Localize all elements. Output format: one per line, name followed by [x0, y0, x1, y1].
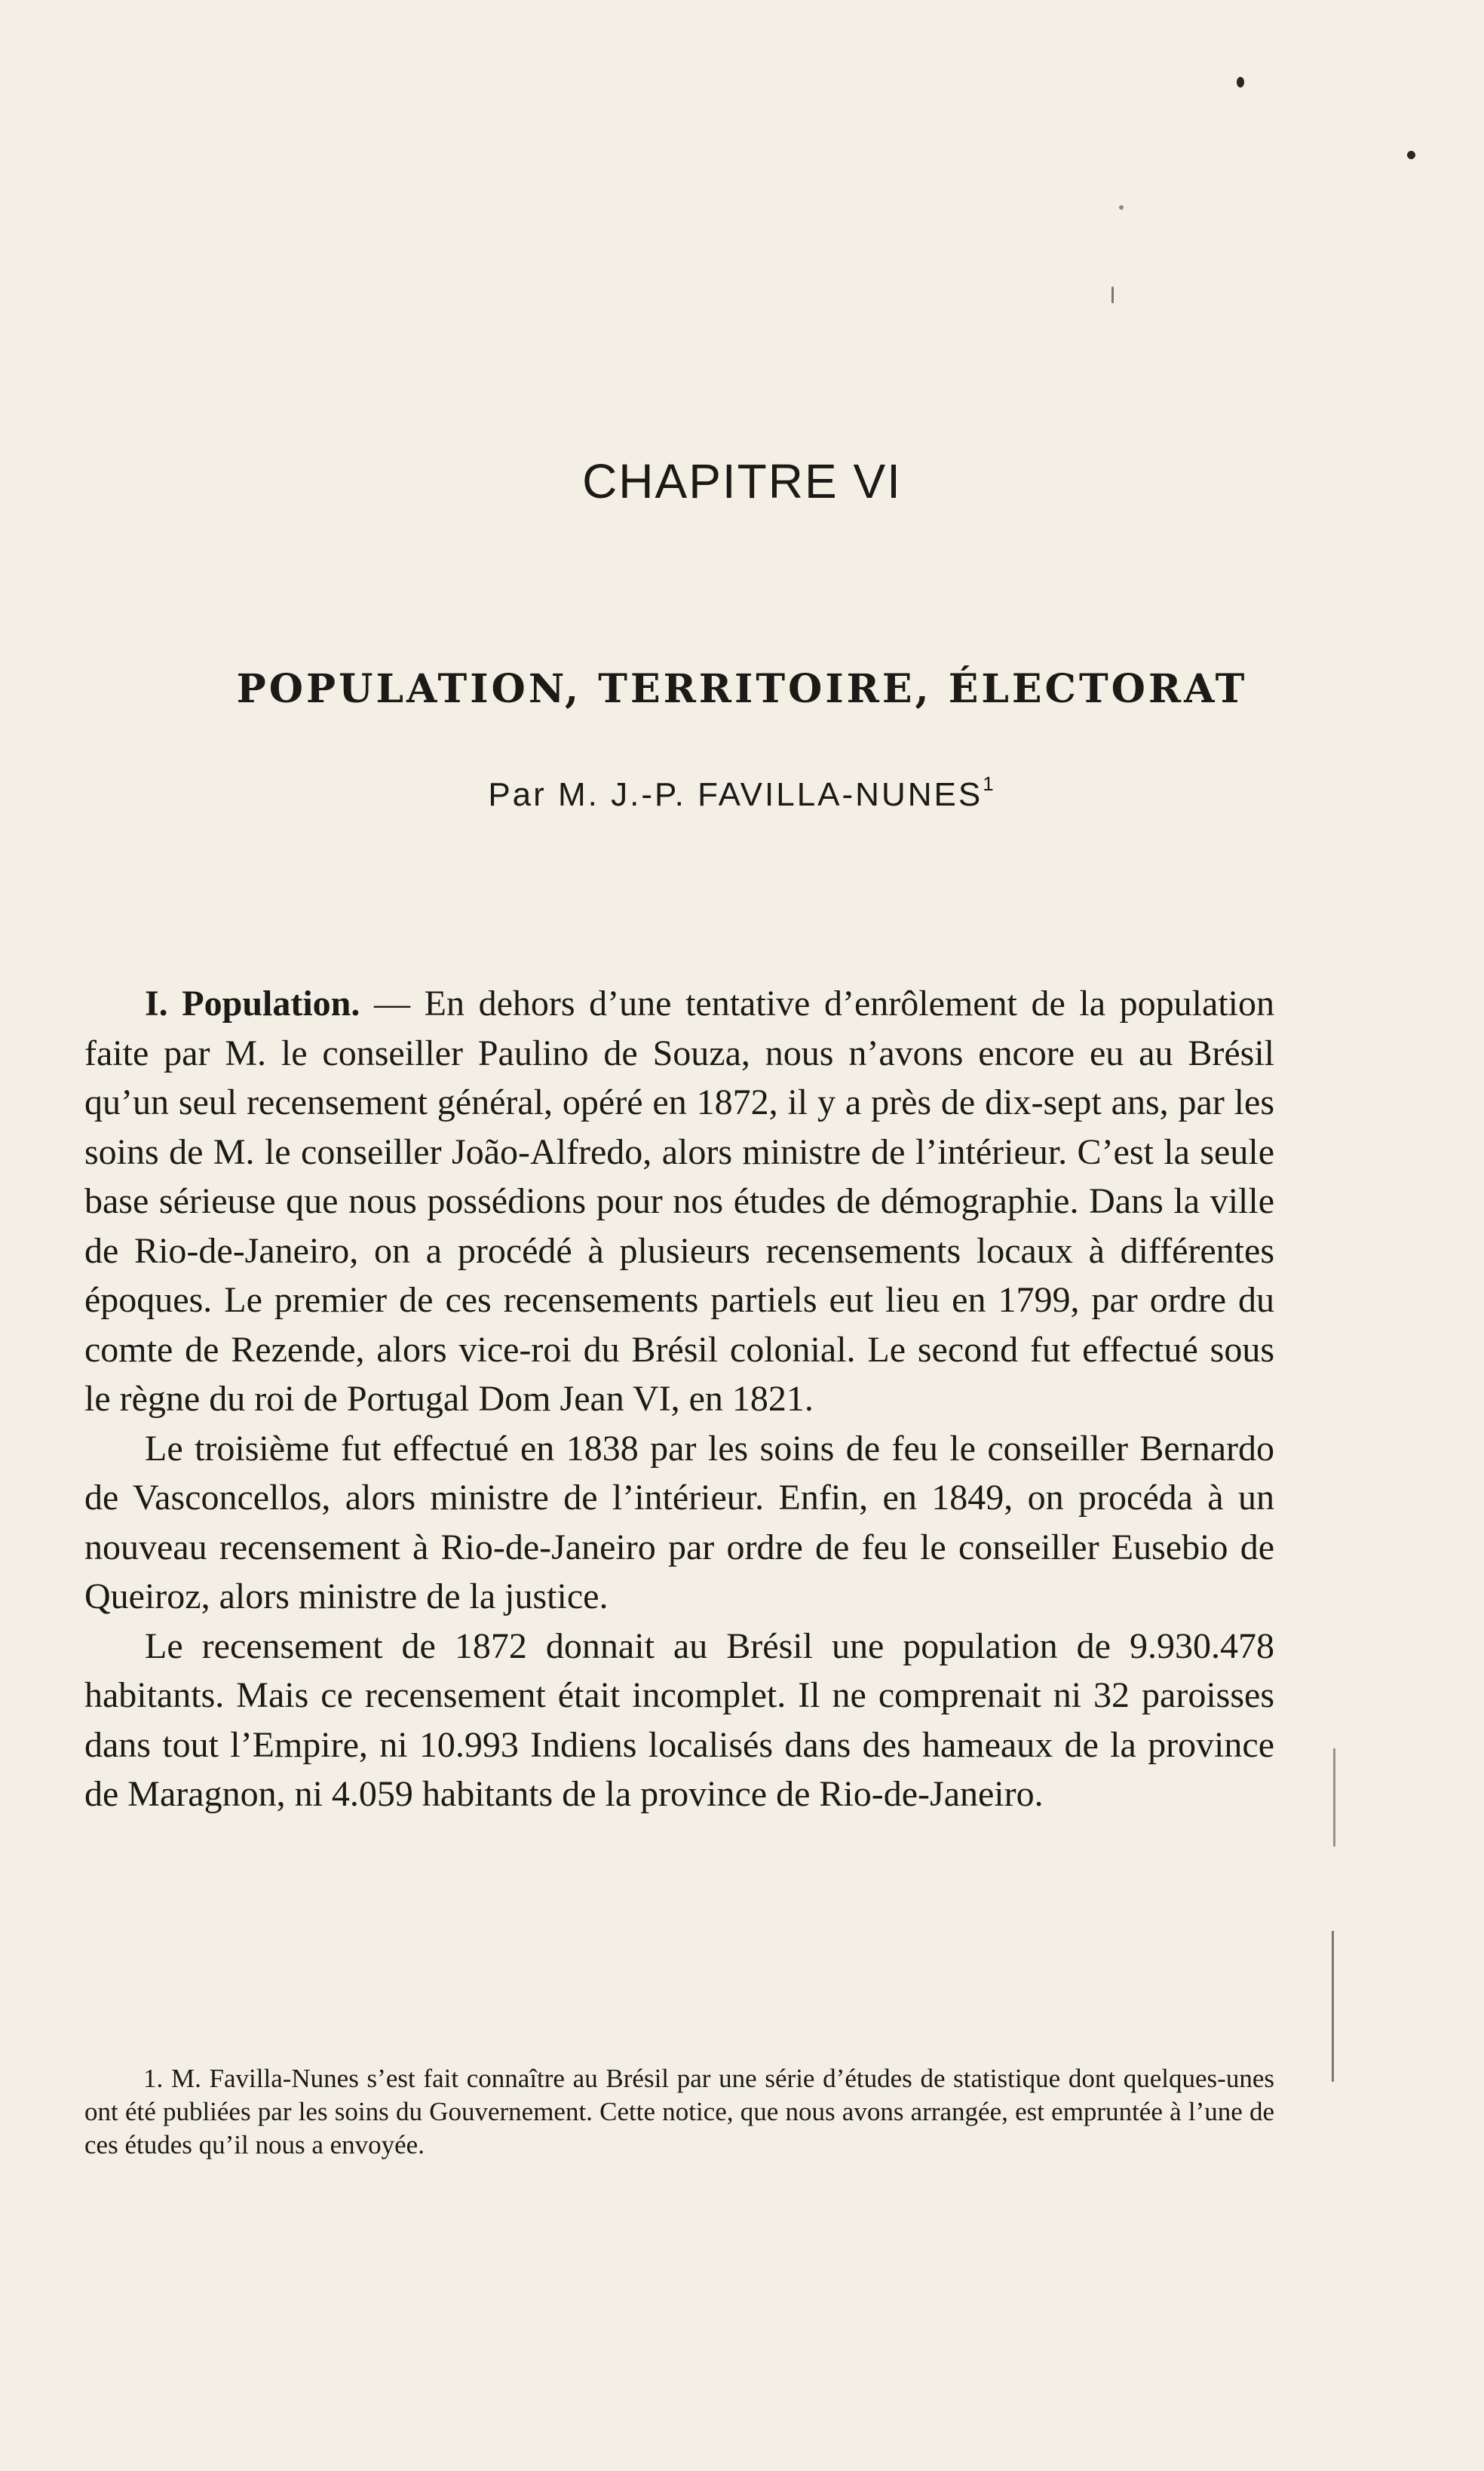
paragraph: Le troisième fut effectué en 1838 par les soins de feu le conseiller Bernardo de Vasconcellos, alors ministre de l’intérieur. Enfin, en 1849, on procéda à un nouveau recensement à Rio-de-Janeiro par ordre de feu le conseiller Eusebio de Queiroz, alors ministre de la justice. [84, 1428, 1274, 1616]
paragraph-lead: I. Population. [145, 984, 360, 1024]
ink-speck [1237, 77, 1244, 87]
paragraph: Le recensement de 1872 donnait au Brésil une population de 9.930.478 habitants. Mais ce recensement était incomplet. Il ne comprenait ni 32 paroisses dans tout l’Empire, ni 10.993 Indiens localisés dans des hameaux de la province de Maragnon, ni 4.059 habitants de la province de Rio-de-Janeiro. [84, 1625, 1274, 1814]
paragraph [84, 979, 1274, 1424]
author-byline [0, 772, 1484, 814]
footnote-reference: 1 [983, 772, 996, 795]
footnote [84, 2062, 1274, 2162]
section-title: POPULATION, TERRITOIRE, ÉLECTORAT [236, 666, 1248, 713]
author-name: Par M. J.-P. FAVILLA-NUNES [488, 776, 983, 813]
ink-speck [1407, 151, 1415, 159]
footnote-text: 1. M. Favilla-Nunes s’est fait connaître au Brésil par une série d’études de statistique dont quelques-unes ont été publiées par les soins du Gouvernement. Cette notice, que nous avons arrangée, est empruntée à l’une de ces études qu’il nous a envoyée. [84, 2064, 1274, 2159]
main-text [84, 979, 1274, 1819]
ink-speck [1119, 205, 1124, 210]
chapter-heading: CHAPITRE VI [582, 453, 902, 508]
ink-speck [1111, 287, 1114, 303]
margin-mark [1333, 1748, 1335, 1846]
margin-mark [1332, 1931, 1334, 2082]
paragraph-text: — En dehors d’une tentative d’enrôlement de la population faite par M. le conseiller Paulino de Souza, nous n’avons encore eu au Brésil qu’un seul recensement général, opéré en 1872, il y a près de dix-sept ans, par les soins de M. le conseiller João-Alfredo, alors ministre de l’intérieur. C’est la seule base sérieuse que nous possédions pour nos études de démographie. Dans la ville de Rio-de-Janeiro, on a procédé à plusieurs recensements locaux à différentes époques. Le premier de ces recensements partiels eut lieu en 1799, par ordre du comte de Rezende, alors vice-roi du Brésil colonial. Le second fut effectué sous le règne du roi de Portugal Dom Jean VI, en 1821. [84, 984, 1274, 1419]
